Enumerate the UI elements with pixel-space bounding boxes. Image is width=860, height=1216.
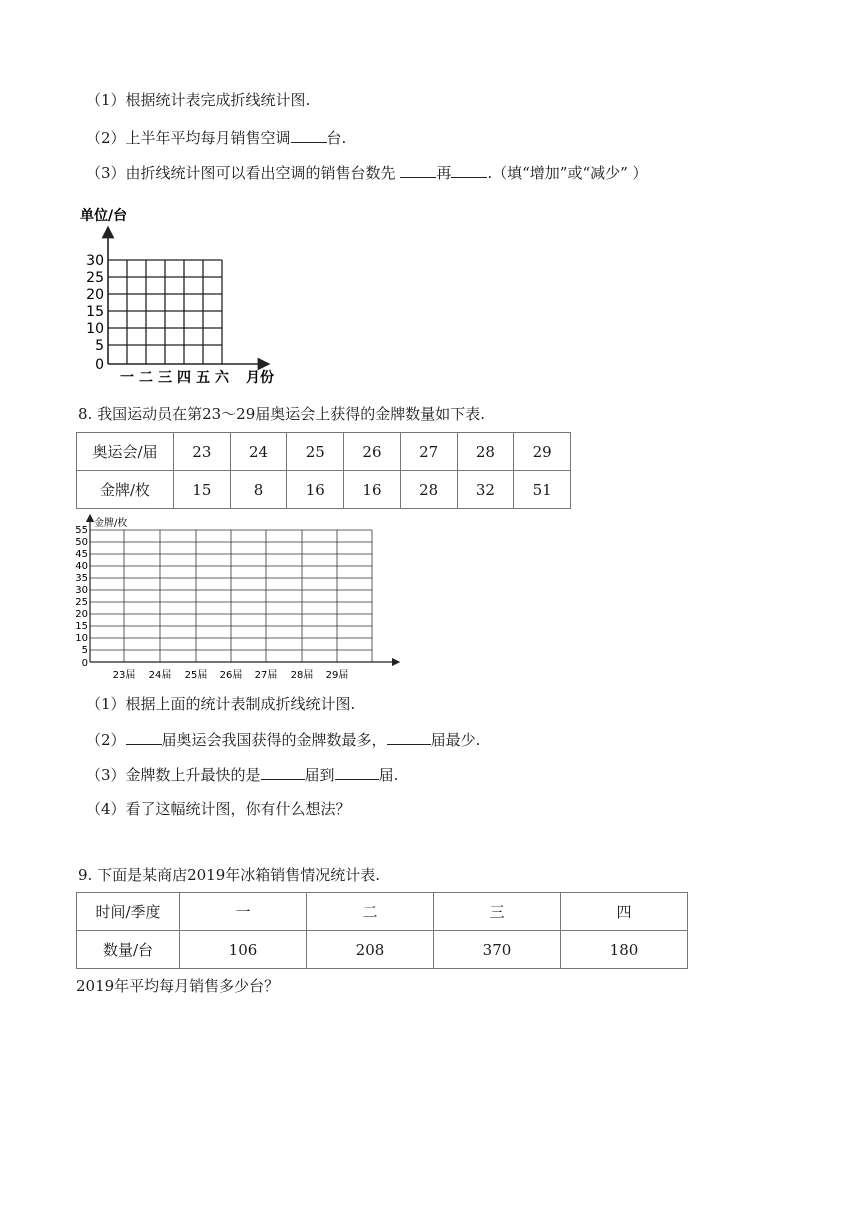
q8-x-tick: 29届 (325, 670, 349, 681)
q8-y-tick: 15 (75, 621, 88, 632)
q8-sub2 (86, 729, 480, 750)
table-cell: 180 (561, 931, 688, 969)
q8-sub3 (86, 764, 398, 785)
q7-grid-lines (108, 260, 222, 364)
q8-y-tick: 50 (75, 537, 88, 548)
q7-sub2 (86, 127, 346, 148)
table-cell: 四 (561, 893, 688, 931)
table-cell: 51 (514, 471, 571, 509)
q7-y-tick: 20 (86, 287, 104, 303)
answer-blank[interactable] (451, 162, 487, 178)
q7-x-tick: 五 (196, 370, 210, 386)
table-cell: 24 (230, 433, 287, 471)
q8-x-tick: 28届 (290, 670, 314, 681)
table-header-cell: 金牌/枚 (77, 471, 174, 509)
table-cell: 16 (344, 471, 401, 509)
table-cell: 16 (287, 471, 344, 509)
table-row (77, 931, 688, 969)
answer-blank[interactable] (335, 764, 379, 780)
answer-blank[interactable] (387, 729, 431, 745)
q9-question: 2019年平均每月销售多少台？ (76, 977, 280, 995)
q8-sub3-mid: 届到 (304, 766, 335, 784)
table-cell: 23 (174, 433, 231, 471)
q8-y-tick: 0 (81, 658, 88, 669)
q8-x-tick: 23届 (112, 670, 136, 681)
q7-y-tick: 0 (95, 357, 104, 373)
q8-grid-lines (90, 530, 372, 662)
q7-sub3-text: （3）由折线统计图可以看出空调的销售台数先 (86, 164, 401, 182)
q8-y-tick: 5 (81, 645, 88, 656)
table-cell: 25 (287, 433, 344, 471)
q7-y-tick: 25 (86, 270, 104, 286)
q7-x-unit: 月份 (246, 370, 274, 386)
q7-x-tick: 一 (120, 370, 134, 386)
q7-sub1: （1）根据统计表完成折线统计图. (86, 91, 311, 109)
table-header-cell: 奥运会/届 (77, 433, 174, 471)
q8-y-tick: 45 (75, 549, 88, 560)
table-cell: 15 (174, 471, 231, 509)
table-cell: 26 (344, 433, 401, 471)
q7-x-tick: 六 (215, 370, 229, 386)
table-row (77, 893, 688, 931)
q8-x-tick: 26届 (219, 670, 243, 681)
table-cell: 208 (307, 931, 434, 969)
q8-sub4: （4）看了这幅统计图，你有什么想法？ (86, 800, 351, 818)
q8-sub3-suffix: 届. (378, 766, 399, 784)
q7-sub3 (86, 162, 648, 183)
q7-grid-chart (78, 202, 298, 388)
table-header-cell: 时间/季度 (77, 893, 180, 931)
q7-unit-label: 单位/台 (80, 208, 128, 224)
q7-y-tick: 5 (95, 338, 104, 354)
q8-sub2-prefix: （2） (86, 731, 126, 749)
q7-y-tick: 15 (86, 304, 104, 320)
q7-sub2-text: （2）上半年平均每月销售空调 (86, 129, 291, 147)
table-cell: 28 (400, 471, 457, 509)
table-cell: 32 (457, 471, 514, 509)
q8-y-tick: 55 (75, 525, 88, 536)
table-row (77, 433, 571, 471)
q7-sub3-mid: 再 (436, 164, 452, 182)
q8-grid-chart (74, 512, 414, 684)
q8-x-tick: 24届 (148, 670, 172, 681)
q9-intro: 9. 下面是某商店2019年冰箱销售情况统计表. (78, 866, 381, 884)
q7-x-tick: 四 (177, 370, 191, 386)
q7-sub3-suffix: .（填“增加”或“减少” ） (487, 164, 648, 182)
q8-y-label: 金牌/枚 (94, 518, 128, 529)
q7-x-tick: 三 (158, 370, 172, 386)
q8-y-tick: 35 (75, 573, 88, 584)
q8-intro: 8. 我国运动员在第23～29届奥运会上获得的金牌数量如下表. (78, 405, 486, 423)
table-cell: 一 (180, 893, 307, 931)
q7-x-tick: 二 (139, 370, 153, 386)
table-cell: 106 (180, 931, 307, 969)
table-cell: 三 (434, 893, 561, 931)
q9-table (76, 892, 688, 969)
q7-sub2-suffix: 台. (326, 129, 347, 147)
table-cell: 370 (434, 931, 561, 969)
table-row (77, 471, 571, 509)
q8-sub3-text: （3）金牌数上升最快的是 (86, 766, 261, 784)
q8-x-tick: 25届 (184, 670, 208, 681)
q8-table (76, 432, 571, 509)
answer-blank[interactable] (291, 127, 327, 143)
q8-y-tick: 40 (75, 561, 88, 572)
q8-sub2-suffix: 届最少. (430, 731, 481, 749)
q8-sub2-text: 届奥运会我国获得的金牌数最多， (161, 731, 387, 749)
table-cell: 27 (400, 433, 457, 471)
answer-blank[interactable] (126, 729, 162, 745)
q8-y-tick: 25 (75, 597, 88, 608)
table-header-cell: 数量/台 (77, 931, 180, 969)
answer-blank[interactable] (261, 764, 305, 780)
table-cell: 29 (514, 433, 571, 471)
q8-sub1: （1）根据上面的统计表制成折线统计图. (86, 695, 356, 713)
q8-x-tick: 27届 (254, 670, 278, 681)
q8-y-tick: 20 (75, 609, 88, 620)
table-cell: 二 (307, 893, 434, 931)
table-cell: 28 (457, 433, 514, 471)
table-cell: 8 (230, 471, 287, 509)
q8-y-tick: 10 (75, 633, 88, 644)
answer-blank[interactable] (400, 162, 436, 178)
q7-y-tick: 30 (86, 253, 104, 269)
q7-y-tick: 10 (86, 321, 104, 337)
q8-y-tick: 30 (75, 585, 88, 596)
